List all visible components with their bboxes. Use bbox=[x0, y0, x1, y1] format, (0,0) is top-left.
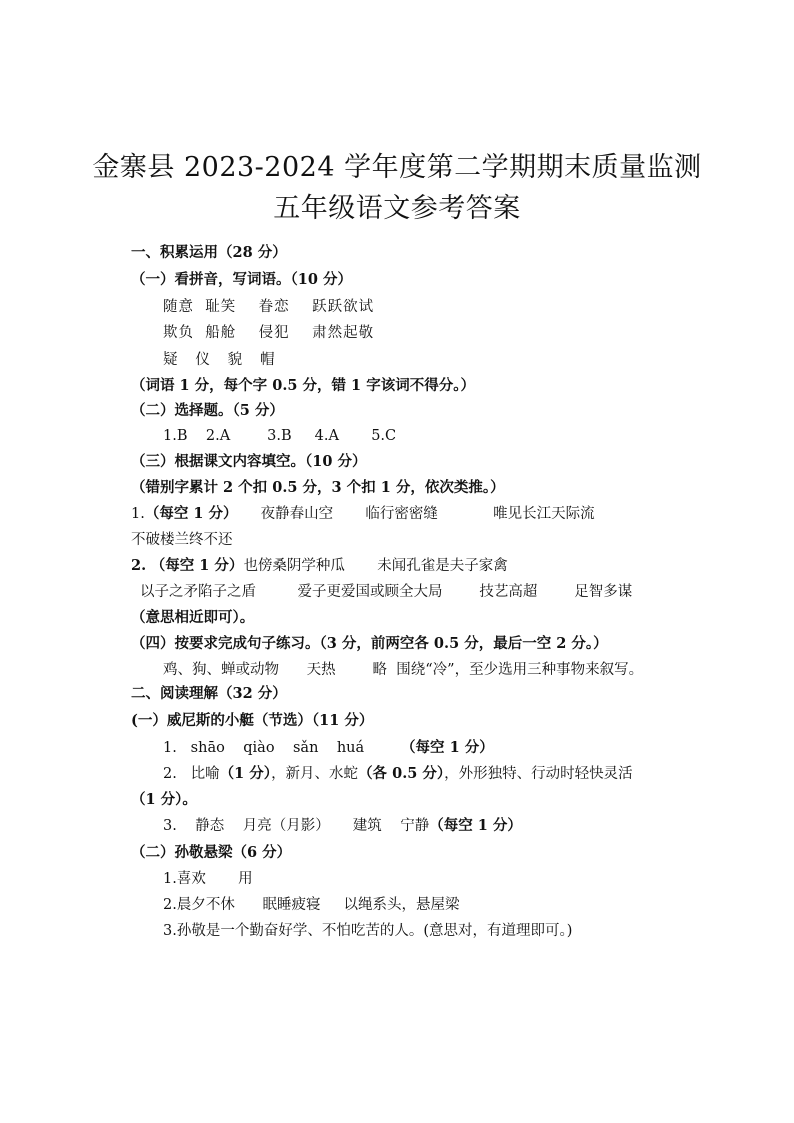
item-answers: 夜静春山空 临行密密缝 唯见长江天际流 bbox=[260, 506, 595, 522]
item-score: （每空 1 分） bbox=[144, 505, 238, 522]
document-subtitle: 五年级语文参考答案 bbox=[273, 193, 521, 224]
pinyin-answers: 1. shāo qiào sǎn huá bbox=[163, 740, 365, 756]
reading-answer-3 bbox=[163, 816, 522, 836]
answer-text: ，外形独特、行动时轻快灵活 bbox=[444, 766, 633, 782]
question-heading-4: （四）按要求完成句子练习。（3 分，前两空各 0.5 分，最后一空 2 分。） bbox=[131, 635, 608, 652]
question-heading-1: （一）看拼音，写词语。（10 分） bbox=[131, 271, 352, 288]
answer-row: 疑 仪 貌 帽 bbox=[163, 352, 276, 368]
choice-answers: 1.B 2.A 3.B 4.A 5.C bbox=[163, 428, 397, 444]
reading-answer: 3.孙敬是一个勤奋好学、不怕吃苦的人。(意思对，有道理即可。) bbox=[163, 923, 573, 939]
fill-item-2 bbox=[131, 556, 508, 576]
reading-answer-1 bbox=[163, 738, 494, 758]
answer-text: 3. 静态 月亮（月影） 建筑 宁静 bbox=[163, 818, 430, 834]
item-score: （每空 1 分） bbox=[429, 817, 522, 834]
item-number: 2. bbox=[131, 557, 147, 574]
sentence-answer: 鸡、狗、蝉或动物 天热 略 围绕“冷”，至少选用三种事物来叙写。 bbox=[163, 662, 644, 678]
document-title: 金寨县 2023-2024 学年度第二学期期末质量监测 bbox=[92, 152, 702, 183]
answer-row: 欺负 船舱 侵犯 肃然起敬 bbox=[163, 325, 375, 341]
answer-text: 2. 比喻 bbox=[163, 766, 220, 782]
question-heading-3: （三）根据课文内容填空。（10 分） bbox=[131, 453, 367, 470]
answer-text: ，新月、水蛇 bbox=[271, 766, 359, 782]
item-number: 1. bbox=[131, 506, 145, 522]
scoring-note: （错别字累计 2 个扣 0.5 分，3 个扣 1 分，依次类推。） bbox=[131, 479, 505, 496]
reading-answer: 1.喜欢 用 bbox=[163, 871, 253, 887]
reading-heading-2: （二）孙敬悬梁（6 分） bbox=[131, 844, 292, 861]
section-heading-part1: 一、积累运用（28 分） bbox=[131, 244, 287, 261]
fill-item-2-note: （意思相近即可）。 bbox=[131, 609, 255, 626]
item-score: （每空 1 分） bbox=[401, 739, 494, 756]
reading-answer-2 bbox=[163, 764, 633, 784]
scoring-note: （词语 1 分，每个字 0.5 分，错 1 字该词不得分。） bbox=[131, 377, 475, 394]
reading-answer-2-score: （1 分）。 bbox=[131, 791, 197, 808]
reading-heading-1: (一）威尼斯的小艇（节选）（11 分） bbox=[131, 712, 374, 729]
item-score: （1 分） bbox=[219, 765, 272, 782]
fill-item-1-continued: 不破楼兰终不还 bbox=[131, 532, 233, 548]
item-score: （每空 1 分） bbox=[150, 557, 244, 574]
item-answers: 也傍桑阴学种瓜 未闻孔雀是夫子家禽 bbox=[243, 558, 508, 574]
reading-answer: 2.晨夕不休 眠睡疲寝 以绳系头，悬屋梁 bbox=[163, 897, 460, 913]
fill-item-1 bbox=[131, 504, 595, 524]
item-score: （各 0.5 分） bbox=[358, 765, 445, 782]
question-heading-2: （二）选择题。（5 分） bbox=[131, 402, 284, 419]
answer-row: 随意 耻笑 眷恋 跃跃欲试 bbox=[163, 299, 375, 315]
section-heading-part2: 二、阅读理解（32 分） bbox=[131, 685, 287, 702]
fill-item-2-continued: 以子之矛陷子之盾 爱子更爱国或顾全大局 技艺高超 足智多谋 bbox=[140, 584, 633, 600]
